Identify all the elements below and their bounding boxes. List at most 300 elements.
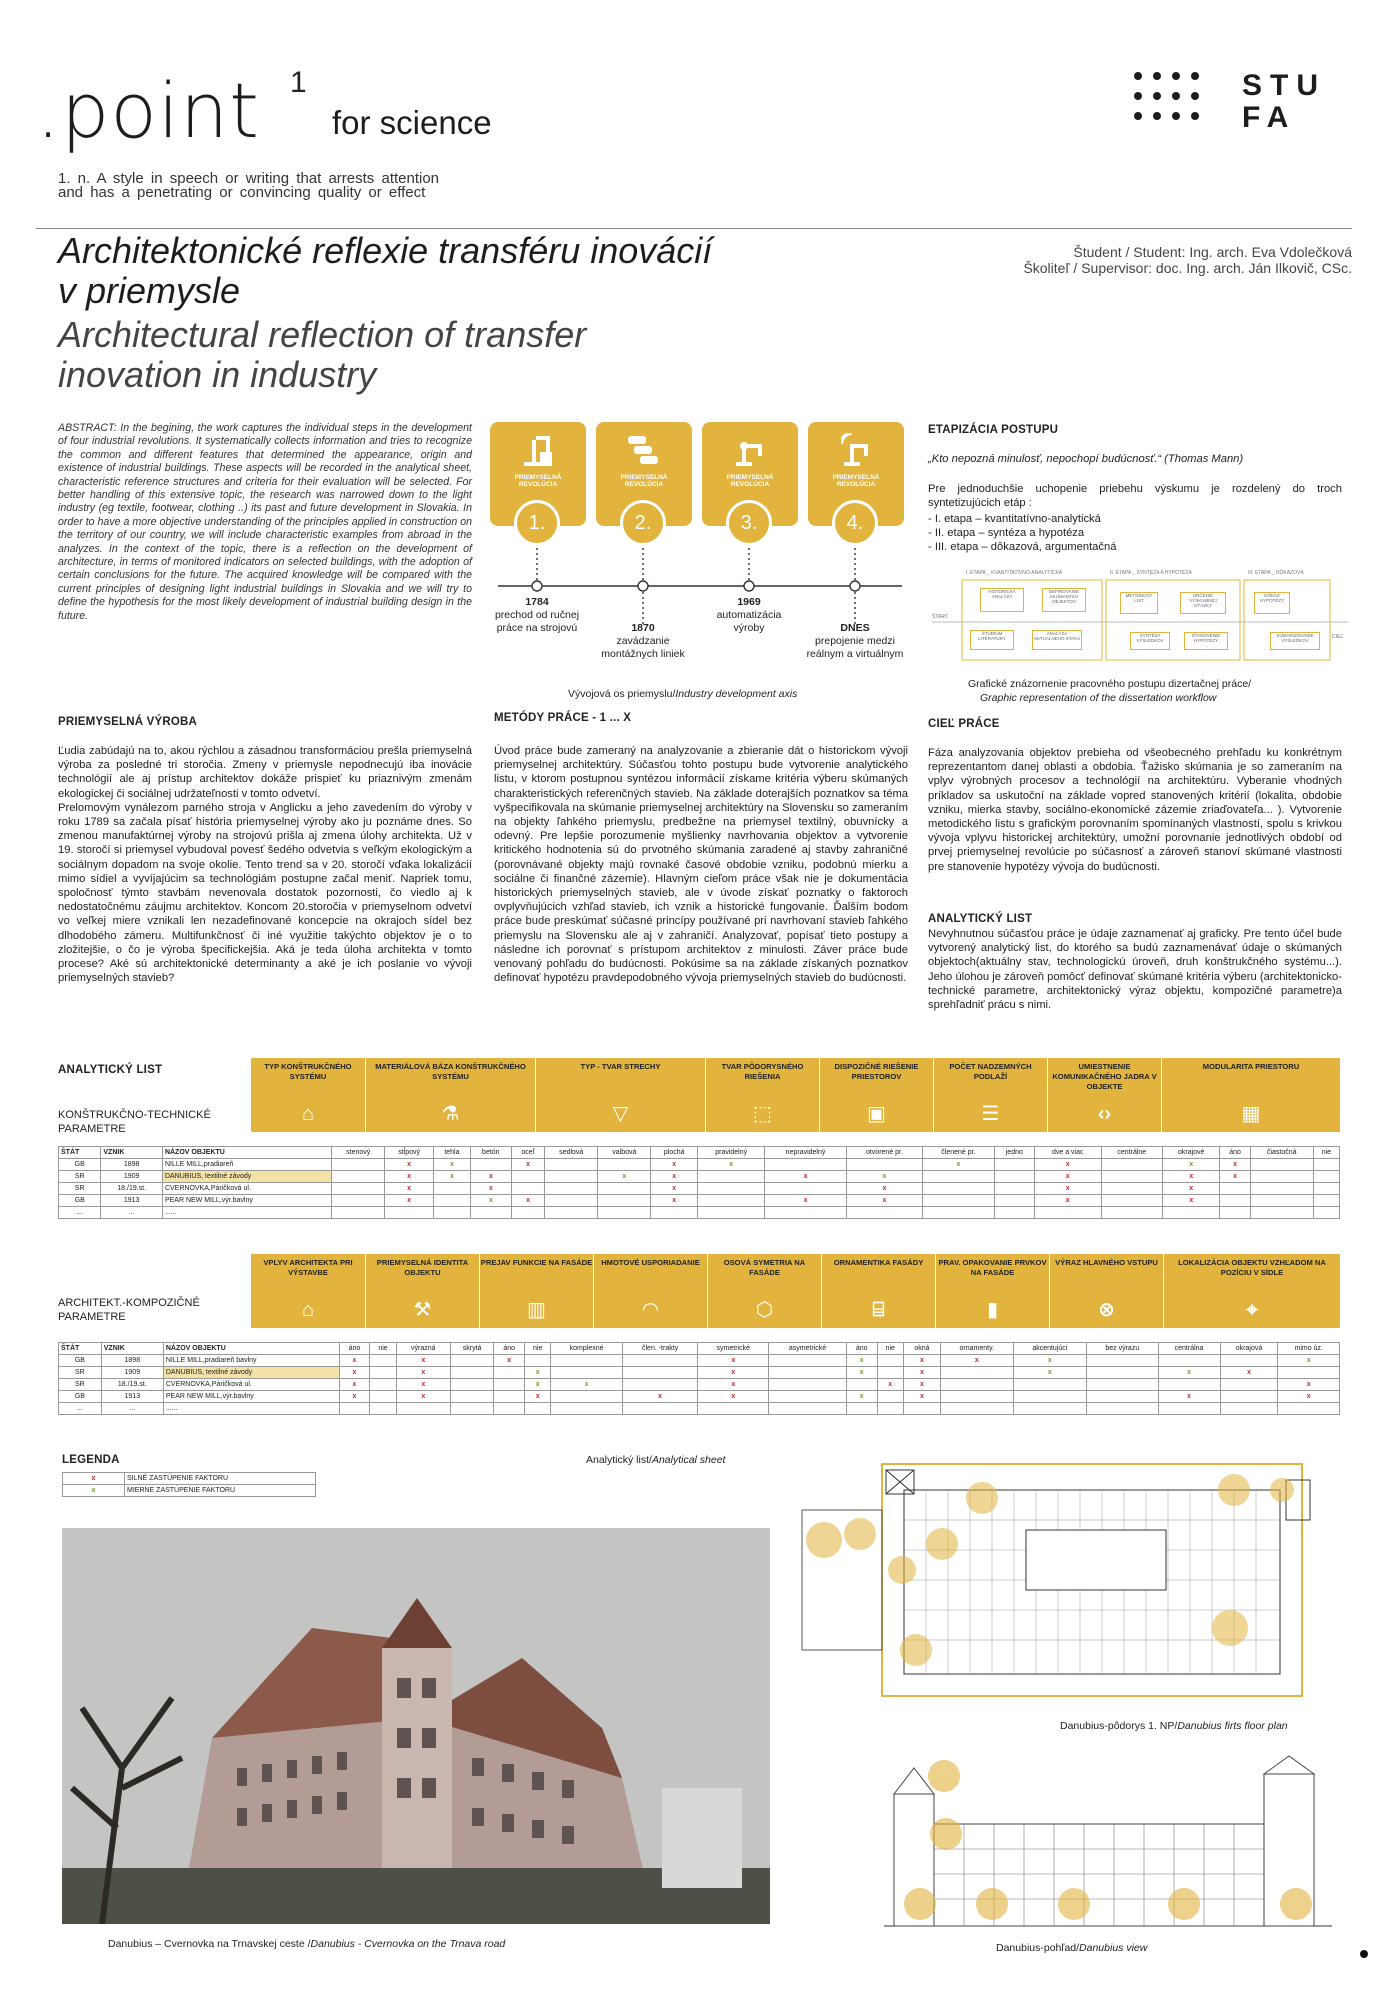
sub-header-cell: nie: [1313, 1147, 1339, 1159]
mark-cell: [940, 1355, 1013, 1367]
mark-cell: [1313, 1171, 1339, 1183]
mark-cell: [385, 1183, 434, 1195]
mark-cell: [698, 1367, 769, 1379]
row-year-cell: 1898: [101, 1159, 163, 1171]
revolution-number-1: 1.: [514, 500, 560, 546]
table-row: [59, 1195, 1340, 1207]
mark-cell: [1101, 1195, 1163, 1207]
strong-mark-icon: x: [1306, 1381, 1311, 1388]
mild-mark-icon: x: [859, 1369, 864, 1376]
mark-cell: [1013, 1391, 1087, 1403]
mark-cell: [994, 1171, 1034, 1183]
date-year-2: 1870: [631, 622, 655, 634]
mark-cell: [470, 1183, 511, 1195]
mild-mark-icon: x: [584, 1381, 589, 1388]
workflow-stage-2-label: II. ETAPA _ SYNTÉZA A HYPOTÉZA: [1110, 570, 1192, 576]
mark-cell: [765, 1195, 846, 1207]
mark-cell: [651, 1195, 698, 1207]
workflow-end-label: CIEĽ: [1332, 634, 1344, 640]
mark-cell: [1158, 1367, 1220, 1379]
revolution-label-2a: PRIEMYSELNÁ: [620, 474, 668, 481]
sub-header-cell: áno: [846, 1343, 877, 1355]
etapizacia-stage-3: - III. etapa – dôkazová, argumentačná: [928, 541, 1117, 553]
row-state-cell: SR: [59, 1171, 101, 1183]
table-row: [59, 1159, 1340, 1171]
industry-timeline: [490, 422, 910, 684]
t2-header-7-label: PRAV. OPAKOVANIE PRVKOV NA FASÁDE: [938, 1258, 1047, 1277]
workflow-box-7: SYNTÉZA VÝSLEDKOV: [1130, 632, 1170, 650]
sub-header-cell: sedlová: [545, 1147, 598, 1159]
oil-derrick-icon: [518, 430, 558, 470]
mark-cell: [370, 1403, 396, 1415]
sheet-caption: [586, 1454, 725, 1466]
strong-mark-icon: x: [421, 1381, 426, 1388]
sub-header-cell: centrálne: [1101, 1147, 1163, 1159]
mark-cell: [332, 1207, 385, 1219]
t2-header-4-label: HMOTOVÉ USPORIADANIE: [601, 1258, 700, 1267]
mark-cell: [1034, 1171, 1101, 1183]
timeline-date-3: [694, 596, 804, 635]
revolution-label-1b: REVOLÚCIA: [518, 481, 558, 488]
t1-header-1-label: TYP KONŠTRUKČNÉHO SYSTÉMU: [264, 1062, 352, 1081]
sub-header-cell: bez výrazu: [1087, 1343, 1158, 1355]
mark-cell: [846, 1207, 922, 1219]
mark-cell: [551, 1391, 622, 1403]
mark-cell: [994, 1183, 1034, 1195]
mark-cell: [396, 1367, 450, 1379]
t2-header-3: [479, 1254, 593, 1328]
mark-cell: [511, 1159, 544, 1171]
mark-cell: [551, 1355, 622, 1367]
mild-mark-icon: x: [488, 1197, 493, 1204]
floorplan-icon: ⬚: [753, 1103, 772, 1125]
row-name-cell: CVERNOVKA,Páričková ul.: [162, 1183, 331, 1195]
flask-icon: ⚗: [441, 1103, 460, 1125]
revolution-label-1a: PRIEMYSELNÁ: [514, 474, 562, 481]
view-caption: [996, 1942, 1147, 1954]
mark-cell: [651, 1183, 698, 1195]
t2-header-2-label: PRIEMYSELNÁ IDENTITA OBJEKTU: [376, 1258, 469, 1277]
mark-cell: [332, 1183, 385, 1195]
t2-header-1-label: VPLYV ARCHITEKTA PRI VÝSTAVBE: [263, 1258, 353, 1277]
row-year-cell: 1909: [101, 1171, 163, 1183]
mark-cell: [450, 1403, 493, 1415]
strong-mark-icon: x: [421, 1369, 426, 1376]
mark-cell: [622, 1391, 698, 1403]
mark-cell: [1220, 1159, 1250, 1171]
factory-icon: ⚒: [413, 1299, 432, 1321]
t2-header-4: [593, 1254, 707, 1328]
row-header-cell: NÁZOV OBJEKTU: [162, 1147, 331, 1159]
mark-cell: [511, 1195, 544, 1207]
sub-header-cell: tehla: [434, 1147, 471, 1159]
definition-line-2: and has a penetrating or convincing quality or effect: [58, 184, 426, 201]
t2-header-8: [1049, 1254, 1163, 1328]
mark-cell: [923, 1207, 994, 1219]
robot-arm-icon: [730, 430, 770, 470]
row-year-cell: 1913: [101, 1391, 163, 1403]
strong-mark-icon: x: [1306, 1393, 1311, 1400]
mark-cell: [923, 1183, 994, 1195]
strong-mark-icon: x: [919, 1369, 924, 1376]
row-header-cell: ŠTÁT: [59, 1147, 101, 1159]
mark-cell: [1158, 1403, 1220, 1415]
mark-cell: [1158, 1391, 1220, 1403]
priemyselna-title: PRIEMYSELNÁ VÝROBA: [58, 716, 198, 728]
mark-cell: [622, 1355, 698, 1367]
timeline-caption: [568, 688, 797, 700]
mark-cell: [846, 1159, 922, 1171]
row-state-cell: SR: [59, 1183, 101, 1195]
sub-header-cell: áno: [1220, 1147, 1250, 1159]
strong-mark-icon: x: [731, 1393, 736, 1400]
abstract: ABSTRACT: In the begining, the work captures the individual steps in the development of four industrial revolutions. It systematically collects information and tries to recognize the common and different features that determined the appearance, origin and existence of industrial buildings. These aspects will be recorded in the analytical sheet, characteristic reference structures and criteria for their evaluation will be selected. For better handling of this extensive topic, the research was narrowed down to the light industry (eg textile, footwear, clothing ..) its past and future development in Slovakia. In order to have a more objective understanding of the principles applied in construction on the territory of our country, we will include characteristic examples from abroad in the analyzes. In the context of the topic, there is a reflection on the development of architecture, in terms of monitored indicators on selected buildings, with the adoption of certain conclusions for the future. The acquired knowledge will be compared with the current principles of designing light industrial buildings in Slovakia and we will try to define the hypothesis for the most likely development of industrial building design in the future.: [58, 422, 472, 622]
mark-cell: [1250, 1183, 1313, 1195]
strong-mark-icon: x: [507, 1357, 512, 1364]
strong-mark-icon: x: [488, 1173, 493, 1180]
title-en-line1: Architectural reflection of transfer: [58, 314, 587, 355]
mark-cell: [903, 1355, 940, 1367]
layout-icon: ▣: [867, 1103, 886, 1125]
mark-cell: [846, 1379, 877, 1391]
mark-cell: [1101, 1171, 1163, 1183]
strong-mark-icon: x: [352, 1369, 357, 1376]
mark-cell: [434, 1207, 471, 1219]
mark-cell: [1013, 1367, 1087, 1379]
date-year-1: 1784: [525, 596, 549, 608]
brand-name: .point: [36, 66, 260, 155]
sub-header-cell: stĺpový: [385, 1147, 434, 1159]
brand-subtitle: for science: [332, 104, 492, 141]
mark-cell: [698, 1195, 765, 1207]
strong-mark-icon: x: [1065, 1197, 1070, 1204]
stu-dots-icon: [1134, 72, 1199, 120]
mark-cell: [846, 1183, 922, 1195]
mark-cell: [525, 1379, 551, 1391]
mark-cell: [332, 1195, 385, 1207]
mark-cell: [385, 1159, 434, 1171]
sub-header-cell: betón: [470, 1147, 511, 1159]
mark-cell: [994, 1195, 1034, 1207]
table-row: [59, 1171, 1340, 1183]
mark-cell: [1313, 1195, 1339, 1207]
workflow-caption-1: Grafické znázornenie pracovného postupu dizertačnej práce/: [968, 678, 1252, 690]
ornament-icon: ⌸: [872, 1299, 885, 1321]
sub-header-cell: oceľ: [511, 1147, 544, 1159]
mark-cell: [494, 1367, 525, 1379]
mark-cell: [551, 1379, 622, 1391]
student-name: Študent / Student: Ing. arch. Eva Vdolečková: [1073, 244, 1352, 260]
sub-header-cell: asymetrické: [769, 1343, 847, 1355]
cars-icon: [624, 430, 664, 470]
row-state-cell: ...: [59, 1207, 101, 1219]
mark-cell: [385, 1207, 434, 1219]
mark-cell: [545, 1183, 598, 1195]
mark-cell: [545, 1195, 598, 1207]
strong-mark-icon: x: [803, 1197, 808, 1204]
timeline-date-2: [588, 622, 698, 661]
t2-header-3-label: PREJAV FUNKCIE NA FASÁDE: [480, 1258, 593, 1267]
sub-header-cell: členené pr.: [923, 1147, 994, 1159]
mild-mark-icon: x: [1306, 1357, 1311, 1364]
date-year-3: 1969: [737, 596, 761, 608]
floors-icon: ☰: [981, 1103, 1000, 1125]
mark-cell: [450, 1379, 493, 1391]
strong-mark-icon: x: [421, 1357, 426, 1364]
photo-caption-en: Danubius - Cvernovka on the Trnava road: [310, 1938, 506, 1950]
mark-cell: [1013, 1355, 1087, 1367]
mark-cell: [470, 1195, 511, 1207]
mark-cell: [651, 1171, 698, 1183]
sub-header-cell: nie: [525, 1343, 551, 1355]
mark-cell: [1220, 1403, 1278, 1415]
legend-table: [62, 1472, 316, 1497]
ciel-title: CIEĽ PRÁCE: [928, 718, 1000, 730]
mark-cell: [1250, 1159, 1313, 1171]
mark-cell: [1278, 1403, 1340, 1415]
mark-cell: [494, 1403, 525, 1415]
etapizacia-title: ETAPIZÁCIA POSTUPU: [928, 424, 1059, 436]
revolution-number-3: 3.: [726, 500, 772, 546]
mark-cell: [1163, 1207, 1220, 1219]
t1-header-7: [1047, 1058, 1161, 1132]
mark-cell: [396, 1355, 450, 1367]
row-name-cell: NILLE MILL,pradiareň: [162, 1159, 331, 1171]
workflow-box-6: URČENIE VÝSKUMNEJ OTÁZKY: [1180, 592, 1226, 614]
t1-header-6-label: POČET NADZEMNÝCH PODLAŽÍ: [949, 1062, 1032, 1081]
date-desc-1b: práce na strojovú: [496, 622, 578, 634]
strong-mark-icon: x: [1065, 1185, 1070, 1192]
mark-cell: [651, 1207, 698, 1219]
t1-header-6: [933, 1058, 1047, 1132]
etapizacia-intro: Pre jednoduchšie uchopenie priebehu výskumu je rozdelený do troch syntetizujúcich etáp :: [928, 483, 1342, 510]
analyticky-title: ANALYTICKÝ LIST: [928, 913, 1033, 925]
plan-caption-sk: Danubius-pôdorys 1. NP/: [1060, 1720, 1178, 1732]
mark-cell: [698, 1403, 769, 1415]
mark-cell: [434, 1171, 471, 1183]
mark-cell: [1034, 1159, 1101, 1171]
mark-cell: [1034, 1207, 1101, 1219]
mark-cell: [1250, 1207, 1313, 1219]
mark-cell: [1087, 1355, 1158, 1367]
mark-cell: [698, 1379, 769, 1391]
strong-mark-icon: x: [526, 1197, 530, 1204]
mark-cell: [698, 1391, 769, 1403]
mark-cell: [385, 1171, 434, 1183]
sheet-header-band-1: [250, 1058, 1340, 1132]
mark-cell: [396, 1379, 450, 1391]
mark-cell: [1101, 1183, 1163, 1195]
mark-cell: [1313, 1183, 1339, 1195]
mark-cell: [846, 1171, 922, 1183]
sub-header-cell: výrazná: [396, 1343, 450, 1355]
mark-cell: [769, 1403, 847, 1415]
row-year-cell: ...: [101, 1207, 163, 1219]
mark-cell: [698, 1207, 765, 1219]
t1-header-8: [1161, 1058, 1340, 1132]
t2-header-9: [1163, 1254, 1340, 1328]
building-icon: ⌂: [301, 1103, 315, 1125]
sub-header-cell: komplexné: [551, 1343, 622, 1355]
mark-cell: [494, 1355, 525, 1367]
t1-header-7-label: UMIESTNENIE KOMUNIKAČNÉHO JADRA V OBJEKTE: [1052, 1062, 1157, 1091]
sub-header-cell: okná: [903, 1343, 940, 1355]
mark-cell: [940, 1391, 1013, 1403]
timeline-date-4: [790, 622, 920, 661]
mark-cell: [1220, 1355, 1278, 1367]
mild-mark-icon: x: [1047, 1357, 1052, 1364]
legend-label-mild: MIERNE ZASTÚPENIE FAKTORU: [125, 1485, 316, 1497]
mark-cell: [877, 1403, 903, 1415]
mark-cell: [1278, 1379, 1340, 1391]
mark-cell: [651, 1159, 698, 1171]
t2-header-1: [250, 1254, 365, 1328]
strong-mark-icon: x: [407, 1185, 412, 1192]
t1-header-1: [250, 1058, 365, 1132]
table-header-row: [59, 1343, 1340, 1355]
row-name-cell: PEAR NEW MILL,výr.bavlny: [162, 1195, 331, 1207]
date-desc-3a: automatizácia: [716, 609, 782, 621]
mark-cell: [698, 1183, 765, 1195]
mild-mark-icon: x: [622, 1173, 627, 1180]
mark-cell: [940, 1379, 1013, 1391]
sub-header-cell: valbová: [598, 1147, 651, 1159]
mild-mark-icon: x: [1187, 1369, 1191, 1376]
mark-cell: [470, 1159, 511, 1171]
table-row: [59, 1367, 1340, 1379]
mark-cell: [511, 1207, 544, 1219]
mark-cell: [846, 1391, 877, 1403]
mark-cell: [994, 1159, 1034, 1171]
sub-header-cell: áno: [494, 1343, 525, 1355]
workflow-box-5: METODICKÝ LIST: [1120, 592, 1158, 614]
strong-mark-icon: x: [803, 1173, 808, 1180]
t1-header-5-label: DISPOZIČNÉ RIEŠENIE PRIESTOROV: [834, 1062, 919, 1081]
sub-header-cell: okrajová: [1220, 1343, 1278, 1355]
mark-cell: [1220, 1391, 1278, 1403]
t1-header-3: [535, 1058, 705, 1132]
mark-cell: [551, 1367, 622, 1379]
mark-cell: [332, 1171, 385, 1183]
mark-cell: [1220, 1207, 1250, 1219]
stu-text-line1: STU: [1242, 69, 1326, 102]
architect-building-icon: ⌂: [301, 1299, 315, 1321]
mark-cell: [765, 1183, 846, 1195]
strong-mark-icon: x: [352, 1393, 357, 1400]
entrance-icon: ⊗: [1098, 1299, 1115, 1321]
elevation-drawing-icon: [884, 1754, 1332, 1930]
strong-mark-icon: x: [974, 1357, 979, 1364]
mark-cell: [525, 1367, 551, 1379]
roof-triangle-icon: ▽: [612, 1103, 629, 1125]
plan-caption: [1060, 1720, 1288, 1732]
strong-mark-icon: x: [526, 1161, 530, 1168]
mark-cell: [470, 1207, 511, 1219]
row-state-cell: GB: [59, 1195, 101, 1207]
mark-cell: [923, 1195, 994, 1207]
mark-cell: [940, 1403, 1013, 1415]
timeline-caption-en: Industry development axis: [675, 688, 798, 700]
strong-mark-icon: x: [672, 1197, 677, 1204]
sub-header-cell: pravidelný: [698, 1147, 765, 1159]
danubius-photo: [62, 1528, 770, 1924]
mark-cell: [339, 1367, 370, 1379]
date-desc-2a: zavádzanie: [616, 635, 670, 647]
strong-mark-icon: x: [91, 1475, 96, 1482]
mark-cell: [1220, 1171, 1250, 1183]
legend-label-strong: SILNÉ ZASTÚPENIE FAKTORU: [125, 1473, 316, 1485]
mark-cell: [622, 1403, 698, 1415]
strong-mark-icon: x: [1189, 1173, 1194, 1180]
etapizacia-stage-1: - I. etapa – kvantitatívno-analytická: [928, 513, 1101, 525]
mark-cell: [1087, 1391, 1158, 1403]
mark-cell: [1278, 1355, 1340, 1367]
mark-cell: [396, 1391, 450, 1403]
strong-mark-icon: x: [888, 1381, 893, 1388]
t2-header-9-label: LOKALIZÁCIA OBJEKTU VZHĽADOM NA POZÍCIU V SÍDLE: [1178, 1258, 1326, 1277]
row-year-cell: 1909: [101, 1367, 163, 1379]
mark-cell: [923, 1159, 994, 1171]
sub-header-cell: akcentujúci: [1013, 1343, 1087, 1355]
date-desc-2b: montážnych liniek: [601, 648, 685, 660]
mark-cell: [370, 1391, 396, 1403]
mild-mark-icon: x: [1047, 1369, 1052, 1376]
mild-mark-icon: x: [535, 1369, 540, 1376]
view-caption-sk: Danubius-pohľad/: [996, 1942, 1080, 1954]
sub-header-cell: člen. -trakty: [622, 1343, 698, 1355]
sub-header-cell: otvorené pr.: [846, 1147, 922, 1159]
mark-cell: [903, 1367, 940, 1379]
mild-mark-icon: x: [882, 1173, 887, 1180]
building-photo-icon: [62, 1528, 770, 1924]
strong-mark-icon: x: [1065, 1173, 1070, 1180]
sub-header-cell: plochá: [651, 1147, 698, 1159]
mark-cell: [1278, 1367, 1340, 1379]
t2-header-7: [935, 1254, 1049, 1328]
sheet-caption-en: Analytical sheet: [651, 1454, 726, 1466]
mark-cell: [525, 1391, 551, 1403]
mark-cell: [1313, 1207, 1339, 1219]
mark-cell: [1158, 1379, 1220, 1391]
mark-cell: [1087, 1403, 1158, 1415]
row-name-cell: NILLE MILL,pradiareň bavlny: [163, 1355, 339, 1367]
mark-cell: [525, 1355, 551, 1367]
row-name-cell: DANUBIUS, textilné závody: [163, 1367, 339, 1379]
strong-mark-icon: x: [407, 1173, 412, 1180]
mark-cell: [698, 1355, 769, 1367]
strong-mark-icon: x: [919, 1393, 924, 1400]
mild-mark-icon: x: [859, 1393, 864, 1400]
sub-header-cell: okrajové: [1163, 1147, 1220, 1159]
workflow-stage-3-label: III. ETAPA _ DÔKAZOVÁ: [1248, 570, 1304, 576]
mark-cell: [877, 1367, 903, 1379]
mark-cell: [769, 1379, 847, 1391]
mark-cell: [765, 1159, 846, 1171]
workflow-box-1: HISTORICKÁ ANALÝZA: [980, 588, 1024, 612]
mark-cell: [525, 1403, 551, 1415]
etapizacia-quote: „Kto nepozná minulosť, nepochopí budúcnosť.“ (Thomas Mann): [928, 453, 1244, 465]
strong-mark-icon: x: [488, 1185, 493, 1192]
mark-cell: [698, 1159, 765, 1171]
mark-cell: [511, 1171, 544, 1183]
mark-cell: [1163, 1171, 1220, 1183]
smart-robot-icon: [836, 430, 876, 470]
title-sk-line2: v priemysle: [58, 270, 241, 311]
mark-cell: [545, 1207, 598, 1219]
mark-cell: [1163, 1195, 1220, 1207]
definition-line-1: 1. n. A style in speech or writing that arrests attention: [58, 170, 440, 187]
ciel-text: Fáza analyzovania objektov prebieha od všeobecného prehľadu ku konkrétnym reprezentantom danej oblasti a obdobia. Ťažisko skúmania je so zameraním na vplyv výrobných procesov a technológií na architektúru. Vyberanie vhodných príkladov sa uskutoční na základe vopred stanovených kritérií (lokalita, obdobie vzniku, mierka stavby, sociálno-ekonomické zázemie zriaďovateľa... ). Vytvorenie metodického listu s grafickým porovnaním spomínaných vlastností, spolu s krivkou vývoja vplyvu historickej architektúry, umožní porovnanie jednotlivých období od prvej priemyselnej revolúcie po súčasnosť a zároveň stanoví skúmané vlastnosti pre stanovenie hypotézy vývoja do budúcnosti.: [928, 747, 1342, 873]
